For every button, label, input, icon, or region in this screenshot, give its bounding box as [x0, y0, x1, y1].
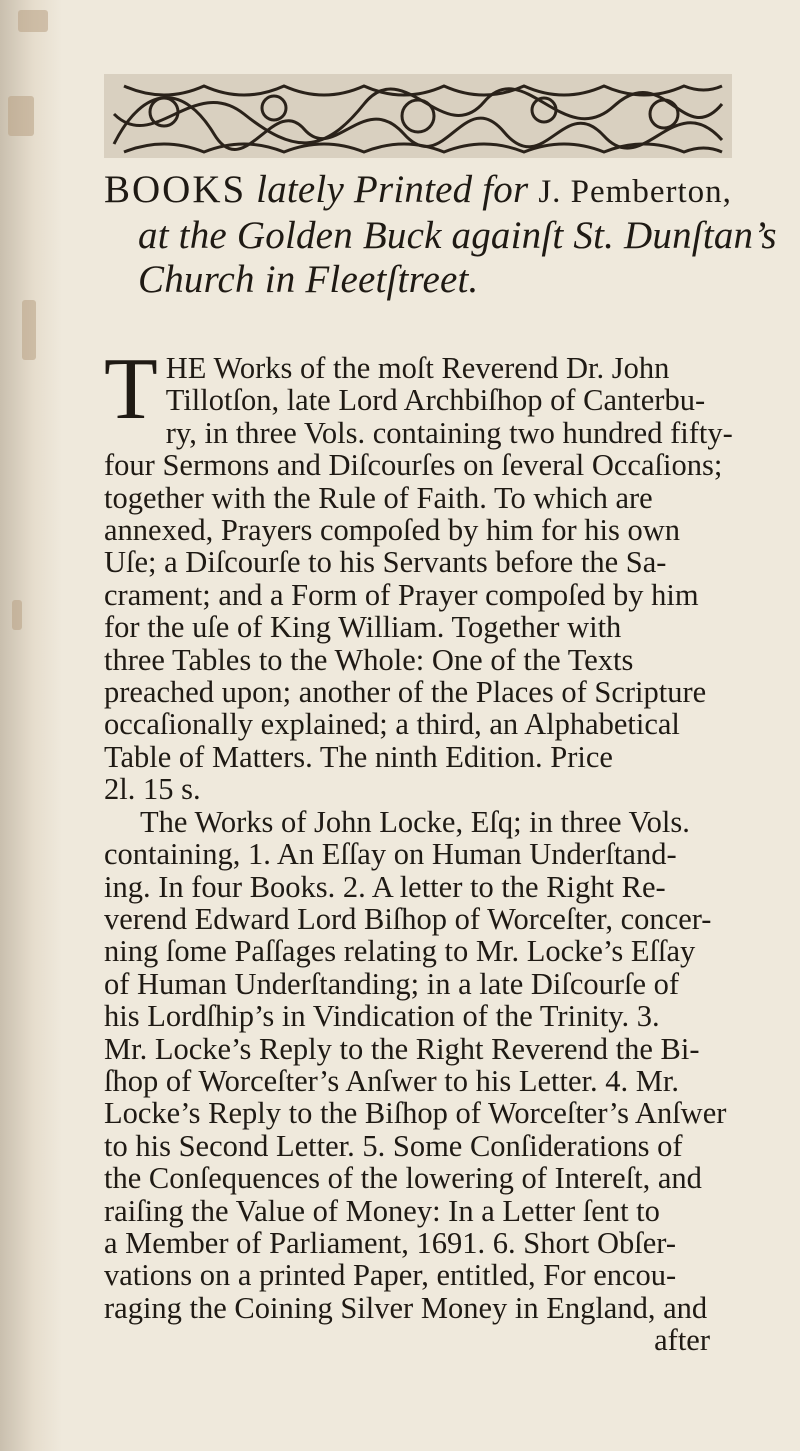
text-line: of Human Underſtanding; in a late Diſcourſe of [104, 966, 680, 1001]
text-line: Table of Matters. The ninth Edition. Price [104, 739, 613, 774]
text-line: ing. In four Books. 2. A letter to the Right Re- [104, 869, 666, 904]
heading-address: at the Golden Buck againſt St. Dunſtan’s [138, 214, 777, 257]
text-line: his Lordſhip’s in Vindication of the Trinity. 3. [104, 999, 660, 1034]
text-line: to his Second Letter. 5. Some Conſiderations of [104, 1128, 683, 1163]
text-line: a Member of Parliament, 1691. 6. Short Obſer- [104, 1225, 676, 1260]
text-line: preached upon; another of the Places of Scripture [104, 675, 707, 710]
text-line: containing, 1. An Eſſay on Human Underſtand- [104, 837, 677, 872]
text-line: ſhop of Worceſter’s Anſwer to his Letter. 4. Mr. [104, 1063, 679, 1098]
entry-locke [104, 806, 744, 1325]
catchword: after [654, 1323, 710, 1358]
heading-printed-for: lately Printed for [246, 168, 539, 211]
text-line: for the uſe of King William. Together with [104, 610, 622, 645]
book-list [104, 341, 744, 1358]
heading-location: Church in Fleetſtreet. [138, 258, 479, 301]
text-line: Uſe; a Diſcourſe to his Servants before the Sa- [104, 545, 667, 580]
text-line: The Works of John Locke, Eſq; in three Vols. [140, 804, 690, 839]
heading-publisher: J. Pemberton, [538, 174, 732, 210]
decorative-headpiece [104, 74, 732, 158]
text-line: occaſionally explained; a third, an Alphabetical [104, 707, 680, 742]
text-line: crament; and a Form of Prayer compoſed by him [104, 577, 699, 612]
text-line: raging the Coining Silver Money in England, and [104, 1290, 708, 1325]
heading-books: BOOKS [104, 168, 247, 211]
page-gutter [0, 0, 62, 1451]
text-line: Locke’s Reply to the Biſhop of Worceſter’s Anſwer [104, 1096, 727, 1131]
drop-cap: T [104, 341, 158, 438]
text-line: Mr. Locke’s Reply to the Right Reverend the Bi- [104, 1031, 700, 1066]
text-line: four Sermons and Diſcourſes on ſeveral Occaſions; [104, 448, 723, 483]
text-line: Tillotſon, late Lord Archbiſhop of Canterbu- [165, 383, 706, 418]
text-line: HE Works of the moſt Reverend Dr. John [165, 351, 670, 385]
text-line: ning ſome Paſſages relating to Mr. Locke’s Eſſay [104, 934, 696, 969]
text-line: three Tables to the Whole: One of the Texts [104, 642, 634, 677]
entry-tillotson [104, 341, 744, 807]
text-line: the Conſequences of the lowering of Intereſt, and [104, 1161, 702, 1196]
text-line: raiſing the Value of Money: In a Letter ſent to [104, 1193, 660, 1228]
text-line: vations on a printed Paper, entitled, For encou- [104, 1258, 677, 1293]
text-line: ry, in three Vols. containing two hundred fifty- [165, 415, 733, 450]
price-line: 2l. 15 s. [104, 772, 201, 807]
text-line: annexed, Prayers compoſed by him for his own [104, 513, 680, 548]
text-line: verend Edward Lord Biſhop of Worceſter, concer- [104, 901, 712, 936]
text-line: together with the Rule of Faith. To which are [104, 480, 653, 515]
advertisement-heading [104, 168, 777, 302]
